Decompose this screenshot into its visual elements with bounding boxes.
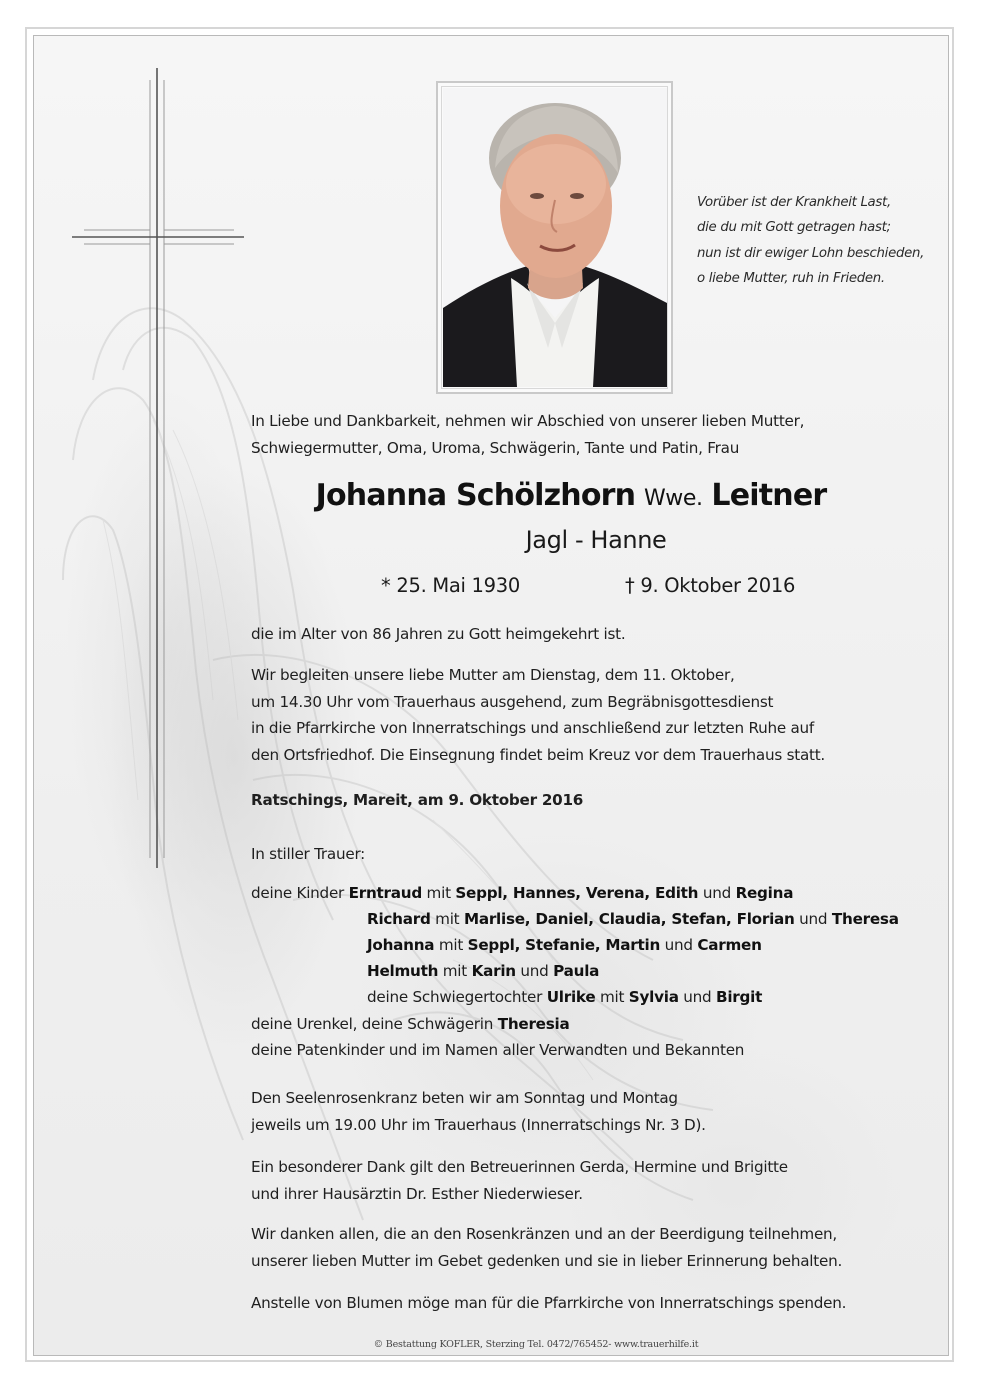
thanks-line: unserer lieben Mutter im Gebet gedenken und sie in lieber Erinnerung behalten. [251,1251,843,1270]
rosary-line: Den Seelenrosenkranz beten wir am Sonntag und Montag [251,1089,678,1107]
mourning-heading: In stiller Trauer: [251,845,366,863]
mourner-name: Helmuth [367,962,439,980]
footer-credit: © Bestattung KOFLER, Sterzing Tel. 0472/765452- www.trauerhilfe.it [373,1339,699,1350]
widow-prefix: Wwe. [643,486,703,511]
thanks-line: und ihrer Hausärztin Dr. Esther Niederwieser. [251,1184,583,1203]
poem-line: die du mit Gott getragen hast; [697,220,891,236]
birth-date-line [381,574,520,597]
intro-line: Schwiegermutter, Oma, Uroma, Schwägerin, Tante und Patin, Frau [251,438,740,457]
mourner-text: deine Urenkel, deine Schwägerin [251,1015,498,1033]
mourner-row-2 [367,910,899,928]
mourner-row-7: deine Patenkinder und im Namen aller Verwandten und Bekannten [251,1041,745,1059]
death-dagger-icon: † [625,574,635,597]
mourner-name: Seppl, Hannes, Verena, Edith [455,884,699,902]
mourner-name: Theresa [831,910,899,928]
mourner-row-3 [367,936,762,954]
intro-line: In Liebe und Dankbarkeit, nehmen wir Abschied von unserer lieben Mutter, [251,412,805,430]
mourner-name: Paula [553,962,600,980]
mourner-text: mit [595,988,629,1006]
mourner-text: mit [430,910,464,928]
mourner-text: und [794,910,832,928]
intro-text [251,408,804,461]
funeral-line: in die Pfarrkirche von Innerratschings und anschließend zur letzten Ruhe auf [251,719,815,737]
mourner-name: Seppl, Stefanie, Martin [467,936,661,954]
mourner-name: Erntraud [348,884,422,902]
mourner-name: Ulrike [546,988,596,1006]
place-date: Ratschings, Mareit, am 9. Oktober 2016 [251,791,584,809]
funeral-line: Wir begleiten unsere liebe Mutter am Dienstag, dem 11. Oktober, [251,666,735,684]
mourner-row-4 [367,962,599,980]
mourner-text: mit [434,936,468,954]
death-date-line [625,574,795,597]
mourner-text: deine Kinder [251,884,349,902]
mourner-text: und [660,936,698,954]
thanks-line: Wir danken allen, die an den Rosenkränzen und an der Beerdigung teilnehmen, [251,1225,837,1243]
mourner-row-6 [251,1015,569,1033]
mourner-row-5 [367,988,762,1006]
mourner-name: Johanna [367,936,435,954]
mourner-text: und [698,884,736,902]
rosary-line: jeweils um 19.00 Uhr im Trauerhaus (Innerratschings Nr. 3 D). [251,1115,706,1134]
mourner-text: und [678,988,717,1006]
rosary-text [251,1085,706,1138]
mourner-name: Carmen [697,936,762,954]
birth-star-icon: * [381,574,391,597]
thanks-caregivers-text [251,1154,788,1207]
maiden-name: Leitner [711,478,827,513]
flowers-note: Anstelle von Blumen möge man für die Pfarrkirche von Innerratschings spenden. [251,1294,847,1312]
portrait-photo [443,88,667,387]
mourner-name: Theresia [497,1015,570,1033]
age-line: die im Alter von 86 Jahren zu Gott heimgekehrt ist. [251,625,626,643]
thanks-all-text [251,1221,842,1274]
poem-line: nun ist dir ewiger Lohn beschieden, [697,245,925,261]
mourner-name: Karin [471,962,516,980]
nickname: Jagl - Hanne [525,526,667,554]
funeral-line: den Ortsfriedhof. Die Einsegnung findet beim Kreuz vor dem Trauerhaus statt. [251,745,826,764]
cross-icon [70,68,246,884]
mourner-name: Regina [735,884,794,902]
funeral-line: um 14.30 Uhr vom Trauerhaus ausgehend, zum Begräbnisgottesdienst [251,692,774,711]
mourner-text: mit [438,962,472,980]
mourner-name: Sylvia [628,988,679,1006]
poem-line: o liebe Mutter, ruh in Frieden. [697,270,885,286]
mourner-text: deine Schwiegertochter [367,988,547,1006]
death-date: 9. Oktober 2016 [640,574,796,597]
deceased-name: Johanna Schölzhorn [315,478,636,513]
thanks-line: Ein besonderer Dank gilt den Betreuerinnen Gerda, Hermine und Brigitte [251,1158,788,1176]
deceased-name-line [0,478,982,513]
mourner-text: mit [421,884,456,902]
memorial-poem [697,190,947,291]
mourner-text: und [515,962,554,980]
mourner-row-1 [251,884,793,902]
birth-date: 25. Mai 1930 [396,574,520,597]
poem-line: Vorüber ist der Krankheit Last, [697,195,891,210]
mourner-name: Birgit [716,988,763,1006]
mourner-name: Richard [367,910,431,928]
funeral-text [251,662,825,768]
mourner-name: Marlise, Daniel, Claudia, Stefan, Florian [463,910,795,928]
